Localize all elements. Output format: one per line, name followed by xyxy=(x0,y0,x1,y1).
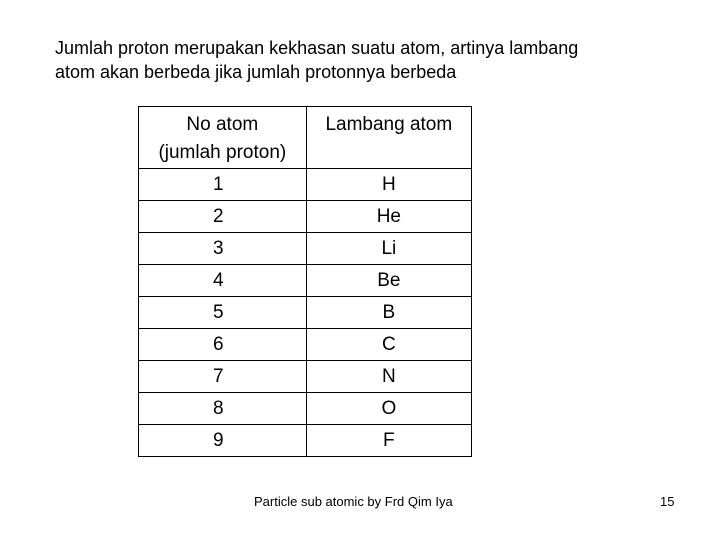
intro-line-2: atom akan berbeda jika jumlah protonnya berbeda xyxy=(55,62,457,82)
header-atom-symbol: Lambang atom xyxy=(306,107,471,169)
table-row xyxy=(139,329,472,361)
atom-table xyxy=(138,106,472,457)
atom-number-cell: 9 xyxy=(139,425,307,457)
table-row xyxy=(139,425,472,457)
table-row xyxy=(139,233,472,265)
table-row xyxy=(139,361,472,393)
table-header-row xyxy=(139,107,472,169)
header-atom-number xyxy=(139,107,307,169)
table-row xyxy=(139,169,472,201)
intro-paragraph xyxy=(55,36,675,84)
atom-number-cell: 3 xyxy=(139,233,307,265)
atom-number-cell: 8 xyxy=(139,393,307,425)
intro-line-1: Jumlah proton merupakan kekhasan suatu atom, artinya lambang xyxy=(55,38,579,58)
header-atom-number-line1: No atom xyxy=(186,114,259,135)
atom-symbol-cell: He xyxy=(306,201,471,233)
slide-footer: Particle sub atomic by Frd Qim Iya xyxy=(254,494,453,509)
atom-symbol-cell: C xyxy=(306,329,471,361)
atom-number-cell: 1 xyxy=(139,169,307,201)
atom-symbol-cell: B xyxy=(306,297,471,329)
atom-number-cell: 2 xyxy=(139,201,307,233)
table-row xyxy=(139,201,472,233)
header-atom-number-line2: (jumlah proton) xyxy=(158,142,287,163)
atom-number-cell: 5 xyxy=(139,297,307,329)
page-number: 15 xyxy=(660,494,675,509)
atom-symbol-cell: Li xyxy=(306,233,471,265)
atom-number-cell: 4 xyxy=(139,265,307,297)
atom-number-cell: 7 xyxy=(139,361,307,393)
atom-symbol-cell: H xyxy=(306,169,471,201)
atom-number-cell: 6 xyxy=(139,329,307,361)
atom-symbol-cell: N xyxy=(306,361,471,393)
table-row xyxy=(139,393,472,425)
table-row xyxy=(139,297,472,329)
atom-symbol-cell: F xyxy=(306,425,471,457)
atom-symbol-cell: Be xyxy=(306,265,471,297)
atom-symbol-cell: O xyxy=(306,393,471,425)
table-row xyxy=(139,265,472,297)
